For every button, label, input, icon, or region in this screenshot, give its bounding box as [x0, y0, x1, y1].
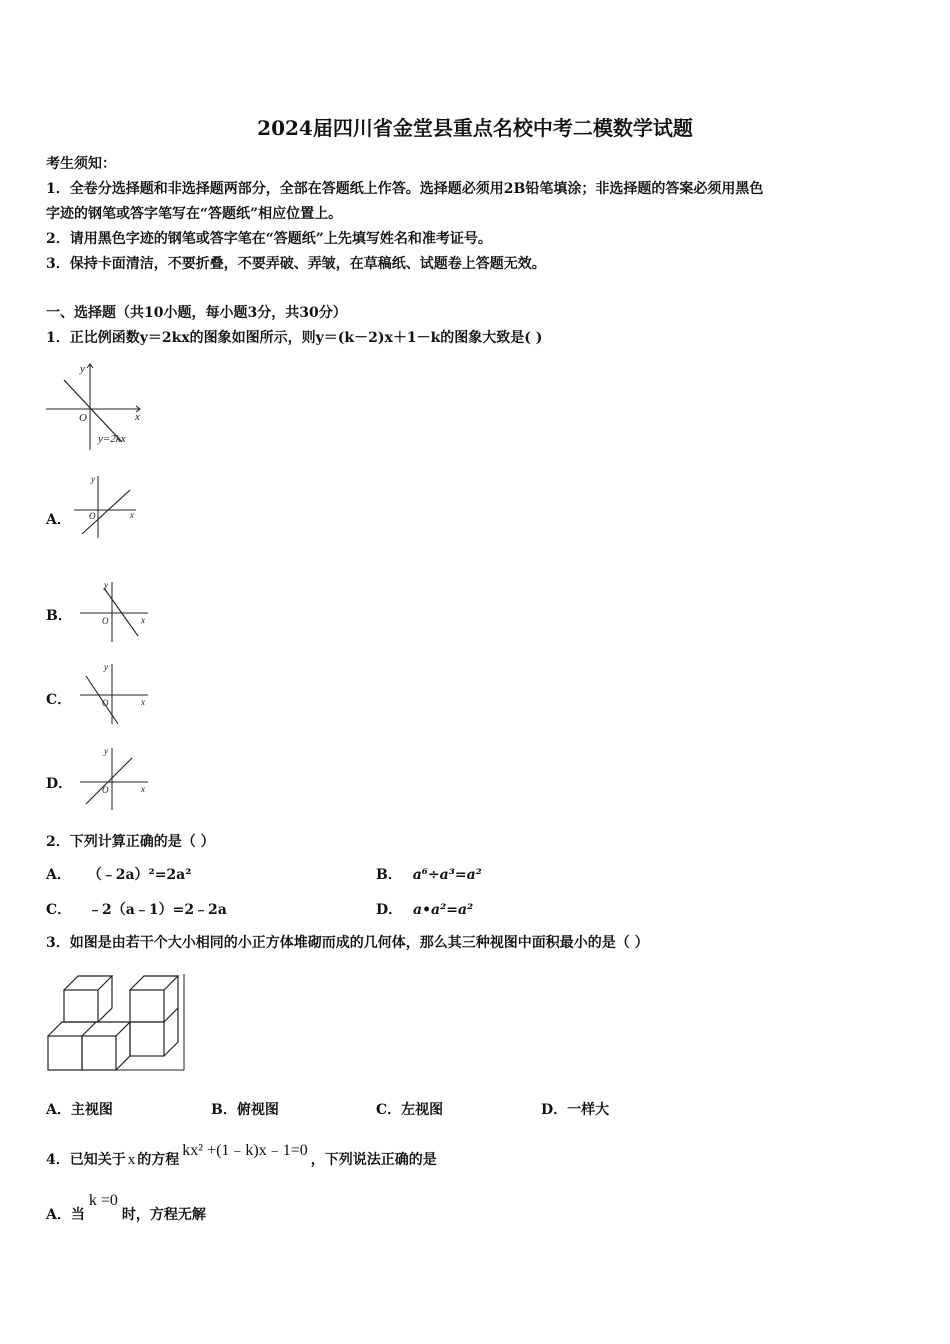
notice-item-1: 1．全卷分选择题和非选择题两部分，全部在答题纸上作答。选择题必须用2B铅笔填涂；非选择题的答案必须用黑色 — [46, 181, 764, 197]
q1-c-axis-y: y — [104, 662, 108, 672]
q2-option-c-text: ﹣2（a﹣1）=2﹣2a — [88, 902, 227, 918]
q2-option-b-text: a⁶÷a³=a² — [412, 867, 482, 883]
section-heading: 一、选择题（共10小题，每小题3分，共30分） — [46, 305, 347, 321]
q4-equation: kx² +(1﹣k)x﹣1=0 — [182, 1142, 308, 1159]
q2-option-c-label: C． — [46, 902, 72, 918]
q4-variable: x — [127, 1152, 136, 1168]
q1-axis-y-label: y — [80, 363, 85, 375]
notice-item-3: 3．保持卡面清洁，不要折叠，不要弄破、弄皱，在草稿纸、试题卷上答题无效。 — [46, 256, 546, 272]
q1-line-label: y=2kx — [98, 433, 126, 445]
q1-a-axis-x: x — [130, 510, 134, 520]
q2-option-b[interactable] — [376, 864, 482, 884]
notice-heading: 考生须知： — [46, 156, 116, 172]
q4-option-a-condition: k =0 — [88, 1192, 118, 1209]
q1-c-origin: O — [102, 698, 109, 708]
q1-c-axis-x: x — [141, 697, 145, 707]
q1-d-axis-x: x — [141, 784, 145, 794]
q2-option-d[interactable] — [376, 899, 473, 919]
q4-mid: 的方程 — [137, 1152, 180, 1168]
question-3-text: 3．如图是由若干个大小相同的小正方体堆砌而成的几何体，那么其三种视图中面积最小的是（ ） — [46, 935, 649, 951]
question-1-text: 1．正比例函数y＝2kx的图象如图所示，则y＝(k－2)x＋1－k的图象大致是( ) — [46, 330, 543, 346]
q1-option-b-label[interactable]: B． — [46, 608, 72, 624]
q2-option-c[interactable] — [46, 899, 227, 919]
q3-option-b[interactable]: B．俯视图 — [211, 1102, 279, 1118]
q1-axis-x-label: x — [135, 411, 140, 423]
q3-option-d[interactable]: D．一样大 — [541, 1102, 610, 1118]
notice-item-1-cont: 字迹的钢笔或答字笔写在“答题纸”相应位置上。 — [46, 206, 343, 222]
page-title: 2024届四川省金堂县重点名校中考二模数学试题 — [257, 116, 693, 140]
q1-b-axis-y: y — [104, 580, 108, 590]
notice-item-2: 2．请用黑色字迹的钢笔或答字笔在“答题纸”上先填写姓名和准考证号。 — [46, 231, 492, 247]
q1-option-c-label[interactable]: C． — [46, 692, 72, 708]
q2-option-a[interactable] — [46, 864, 191, 884]
q1-b-axis-x: x — [141, 615, 145, 625]
question-2-text: 2．下列计算正确的是（ ） — [46, 834, 215, 850]
q1-option-a-label[interactable]: A． — [46, 512, 71, 528]
q1-option-b-graph — [78, 578, 152, 646]
q1-a-origin: O — [89, 511, 96, 521]
q1-b-origin: O — [102, 616, 109, 626]
q4-option-a[interactable] — [46, 1192, 206, 1224]
question-4-text — [46, 1142, 437, 1169]
q1-option-c-graph — [78, 660, 152, 728]
q2-option-b-label: B． — [376, 867, 402, 883]
q1-origin-label: O — [79, 412, 87, 424]
q1-d-origin: O — [102, 785, 109, 795]
q2-option-a-text: （﹣2a）²=2a² — [87, 867, 192, 883]
q1-option-d-graph — [78, 744, 152, 812]
q1-option-d-label[interactable]: D． — [46, 776, 73, 792]
q1-option-a-graph — [72, 472, 140, 544]
q3-option-a[interactable]: A．主视图 — [46, 1102, 113, 1118]
q2-option-a-label: A． — [46, 867, 71, 883]
q4-option-a-prefix: A．当 — [46, 1207, 85, 1223]
q1-d-axis-y: y — [104, 746, 108, 756]
q2-option-d-label: D． — [376, 902, 403, 918]
q1-a-axis-y: y — [91, 474, 95, 484]
q4-suffix: ，下列说法正确的是 — [310, 1152, 437, 1168]
q3-option-c[interactable]: C．左视图 — [376, 1102, 444, 1118]
q1-reference-graph — [42, 360, 147, 455]
q3-cube-figure — [44, 970, 189, 1078]
q2-option-d-text: a•a²=a² — [413, 902, 474, 918]
q4-prefix: 4．已知关于 — [46, 1152, 126, 1168]
q4-option-a-suffix: 时，方程无解 — [121, 1207, 206, 1223]
